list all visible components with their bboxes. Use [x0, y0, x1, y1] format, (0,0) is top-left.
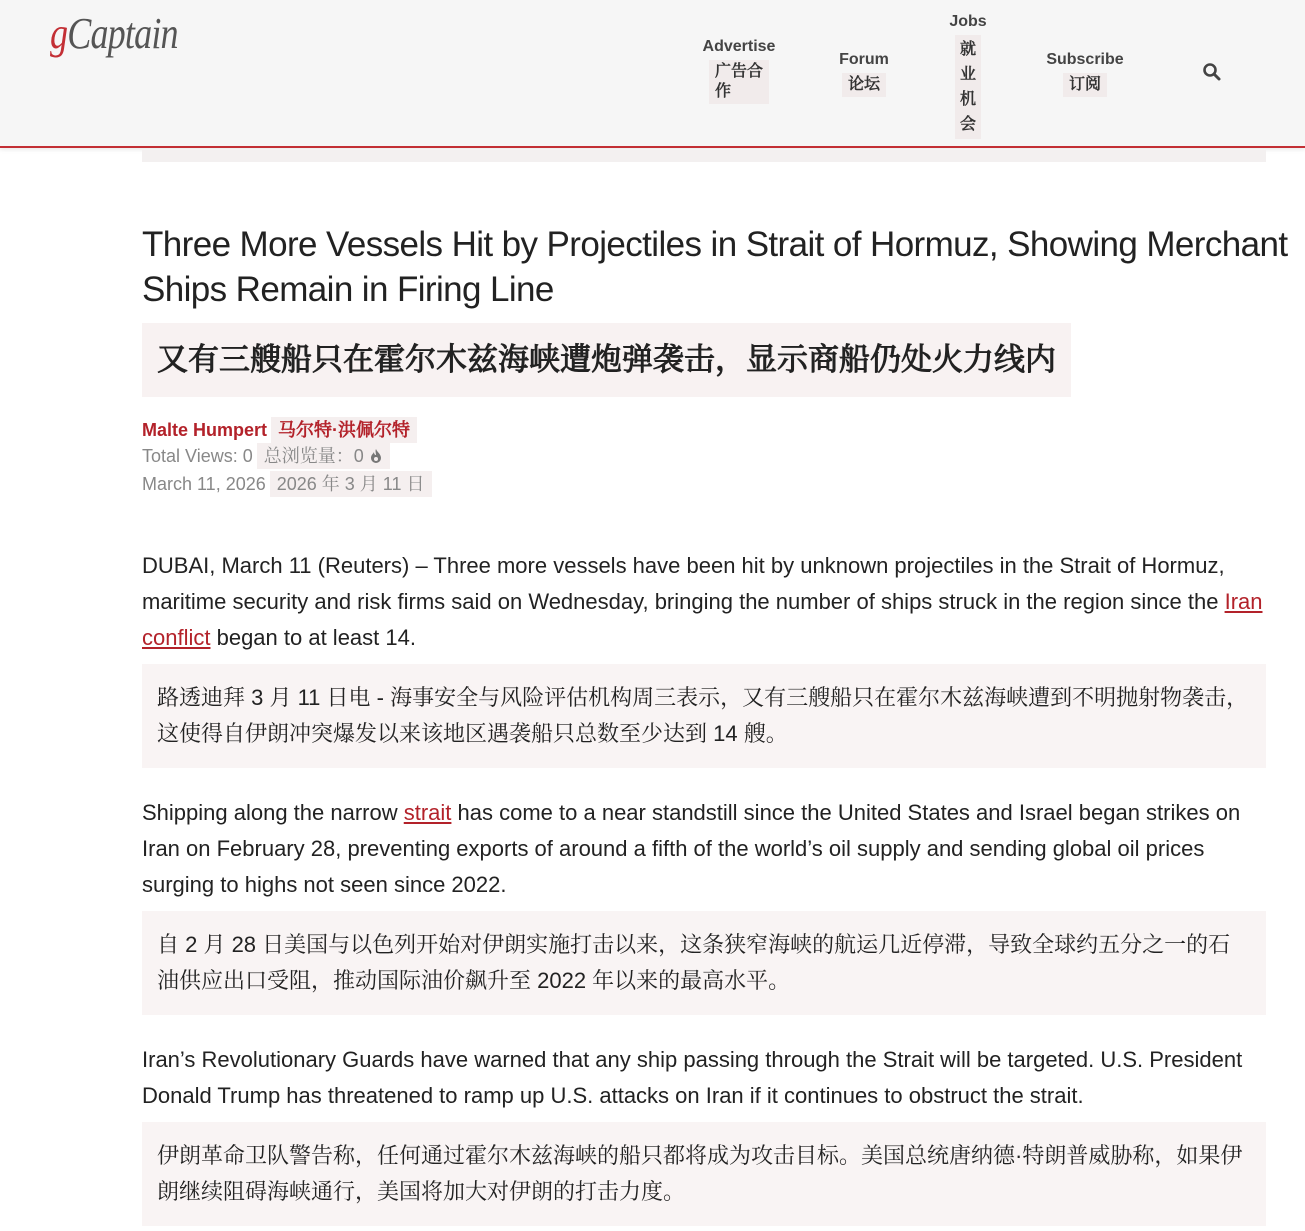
date-line [142, 471, 432, 497]
nav-jobs[interactable] [946, 13, 990, 139]
paragraph-2-text-b: has come to a near standstill since the United States and Israel began strikes on Iran on February 28, preventing exports of around a fifth of the world’s oil supply and sending global oil prices surging to highs not seen since 2022. [142, 800, 1241, 897]
views-line [142, 443, 390, 469]
paragraph-2 [142, 795, 1267, 903]
iran-conflict-link[interactable]: Iran conflict [142, 589, 1263, 650]
nav-jobs-label: Jobs [949, 13, 987, 30]
nav-jobs-char: 会 [959, 116, 976, 133]
logo-g: g [50, 9, 68, 58]
nav-advertise[interactable] [700, 38, 778, 104]
nav-jobs-label-zh [955, 35, 981, 139]
ad-placeholder-bar [142, 150, 1266, 162]
total-views-zh-text: 总浏览量：0 [263, 446, 364, 466]
paragraph-1 [142, 548, 1267, 656]
total-views-zh [257, 443, 390, 469]
site-header [0, 0, 1305, 148]
publish-date-zh: 2026 年 3 月 11 日 [270, 471, 432, 497]
paragraph-2-text-a: Shipping along the narrow [142, 800, 404, 825]
nav-jobs-char: 机 [959, 91, 976, 108]
publish-date: March 11, 2026 [142, 474, 266, 494]
nav-subscribe-label: Subscribe [1046, 51, 1124, 68]
paragraph-1-text-b: began to at least 14. [210, 625, 416, 650]
site-logo[interactable] [50, 8, 178, 59]
paragraph-3: Iran’s Revolutionary Guards have warned that any ship passing through the Strait will be targeted. U.S. President Donald Trump has threatened to ramp up U.S. attacks on Iran if it continues to obstruct the strait. [142, 1047, 1243, 1108]
logo-text: Captain [67, 9, 178, 58]
flame-icon [369, 448, 383, 464]
strait-link[interactable]: strait [403, 800, 452, 825]
nav-jobs-char: 业 [959, 66, 976, 83]
author-name-zh: 马尔特·洪佩尔特 [271, 417, 417, 443]
nav-jobs-char: 就 [959, 41, 976, 58]
nav-forum-label: Forum [839, 51, 889, 68]
article-title: Three More Vessels Hit by Projectiles in Strait of Hormuz, Showing Merchant Ships Remain in Firing Line [142, 225, 1288, 309]
search-icon[interactable] [1202, 62, 1222, 82]
paragraph-3-zh: 伊朗革命卫队警告称，任何通过霍尔木兹海峡的船只都将成为攻击目标。美国总统唐纳德·特朗普威胁称，如果伊朗继续阻碍海峡通行，美国将加大对伊朗的打击力度。 [142, 1122, 1266, 1226]
nav-advertise-label: Advertise [702, 38, 776, 55]
author-line [142, 417, 417, 443]
nav-subscribe[interactable] [1044, 51, 1126, 97]
author-name[interactable]: Malte Humpert [142, 420, 268, 440]
total-views: Total Views: 0 [142, 446, 253, 466]
nav-forum[interactable] [836, 51, 892, 97]
nav-subscribe-label-zh: 订阅 [1063, 73, 1107, 97]
paragraph-1-text-a: DUBAI, March 11 (Reuters) – Three more vessels have been hit by unknown projectiles in the Strait of Hormuz, maritime security and risk firms said on Wednesday, bringing the number of ships struck in the region since the [142, 553, 1225, 614]
paragraph-1-zh: 路透迪拜 3 月 11 日电 - 海事安全与风险评估机构周三表示，又有三艘船只在霍尔木兹海峡遭到不明抛射物袭击，这使得自伊朗冲突爆发以来该地区遇袭船只总数至少达到 14 艘。 [142, 664, 1266, 768]
paragraph-2-zh: 自 2 月 28 日美国与以色列开始对伊朗实施打击以来，这条狭窄海峡的航运几近停滞，导致全球约五分之一的石油供应出口受阻，推动国际油价飙升至 2022 年以来的最高水平。 [142, 911, 1266, 1015]
nav-forum-label-zh: 论坛 [842, 73, 886, 97]
nav-advertise-label-zh: 广告合作 [709, 60, 769, 104]
article-title-zh: 又有三艘船只在霍尔木兹海峡遭炮弹袭击，显示商船仍处火力线内 [142, 323, 1071, 397]
